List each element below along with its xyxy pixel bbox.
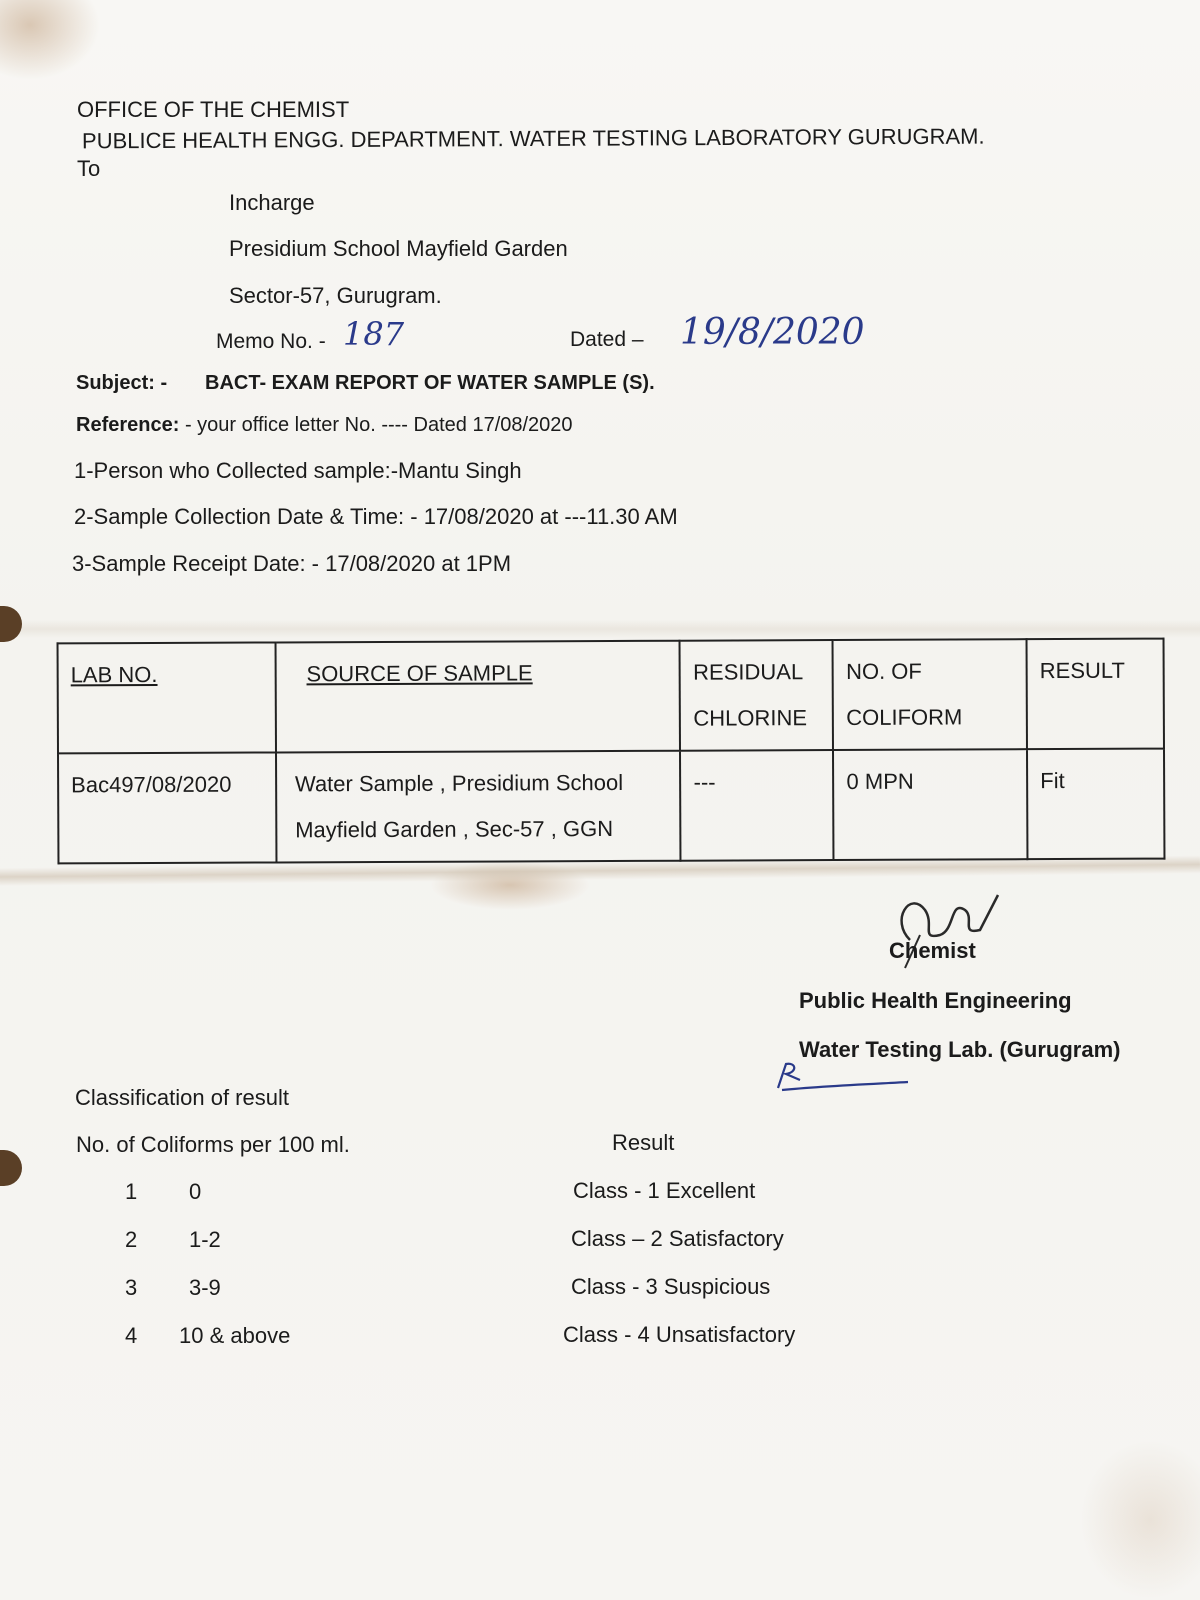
reference-label: Reference: bbox=[76, 414, 180, 436]
header-source bbox=[275, 641, 680, 753]
class-row-1-range: 0 bbox=[189, 1179, 202, 1204]
to-label: To bbox=[77, 156, 101, 181]
office-title: OFFICE OF THE CHEMIST bbox=[77, 97, 350, 122]
subject-text: BACT- EXAM REPORT OF WATER SAMPLE (S). bbox=[205, 372, 655, 394]
table-row bbox=[58, 749, 1164, 864]
class-row-3-range: 3-9 bbox=[189, 1275, 221, 1300]
paper-fold-line-2 bbox=[0, 620, 1200, 638]
initial-mark bbox=[772, 1058, 912, 1094]
memo-label: Memo No. - bbox=[216, 330, 326, 353]
header-lab-no-label: LAB NO. bbox=[70, 661, 158, 688]
header-residual-chlorine bbox=[680, 640, 833, 751]
class-row-1-num: 1 bbox=[125, 1179, 138, 1204]
header-lab-no bbox=[58, 642, 276, 753]
class-row-1-result: Class - 1 Excellent bbox=[573, 1178, 756, 1203]
cell-source bbox=[276, 751, 681, 863]
class-row-2-num: 2 bbox=[125, 1227, 138, 1252]
class-row-4-num: 4 bbox=[125, 1323, 138, 1348]
detail-receipt: 3-Sample Receipt Date: - 17/08/2020 at 1PM bbox=[72, 551, 512, 576]
header-coliform bbox=[833, 639, 1027, 750]
stain-top-left bbox=[0, 0, 100, 80]
header-residual-line-1: RESIDUAL bbox=[693, 659, 804, 685]
class-row-4-result: Class - 4 Unsatisfactory bbox=[563, 1322, 796, 1347]
addressee-line-3: Sector-57, Gurugram. bbox=[229, 283, 442, 308]
cell-lab-no: Bac497/08/2020 bbox=[58, 752, 276, 863]
class-row-2-result: Class – 2 Satisfactory bbox=[571, 1226, 784, 1251]
addressee-line-1: Incharge bbox=[229, 190, 315, 215]
classification-title: Classification of result bbox=[75, 1085, 289, 1110]
signature-title: Chemist bbox=[889, 938, 976, 963]
cell-coliform: 0 MPN bbox=[833, 749, 1027, 860]
report-table bbox=[57, 638, 1166, 865]
header-coliform-line-2: COLIFORM bbox=[846, 704, 963, 730]
reference-line bbox=[76, 414, 573, 437]
table-header-row bbox=[58, 639, 1164, 754]
dated-label: Dated – bbox=[570, 328, 644, 351]
detail-collection: 2-Sample Collection Date & Time: - 17/08/2020 at ---11.30 AM bbox=[74, 504, 678, 529]
department-title: PUBLICE HEALTH ENGG. DEPARTMENT. WATER TESTING LABORATORY GURUGRAM. bbox=[81, 123, 985, 154]
class-row-3-result: Class - 3 Suspicious bbox=[571, 1274, 771, 1299]
cell-source-line-2: Mayfield Garden , Sec-57 , GGN bbox=[295, 815, 614, 843]
header-source-label: SOURCE OF SAMPLE bbox=[306, 660, 533, 687]
dated-value-handwritten: 19/8/2020 bbox=[680, 312, 865, 353]
header-result bbox=[1027, 639, 1164, 750]
reference-text: - your office letter No. ---- Dated 17/08/2020 bbox=[179, 414, 573, 436]
header-coliform-line-1: NO. OF bbox=[845, 658, 922, 684]
cell-residual: --- bbox=[680, 750, 833, 861]
signature-line-1: Public Health Engineering bbox=[799, 988, 1072, 1013]
detail-person: 1-Person who Collected sample:-Mantu Singh bbox=[74, 458, 522, 483]
header-result-label: RESULT bbox=[1039, 657, 1125, 684]
class-row-2-range: 1-2 bbox=[189, 1227, 221, 1252]
cell-source-line-1: Water Sample , Presidium School bbox=[294, 769, 624, 797]
class-row-3-num: 3 bbox=[125, 1275, 138, 1300]
header-residual-line-2: CHLORINE bbox=[693, 705, 808, 731]
subject-label: Subject: - bbox=[76, 372, 168, 394]
addressee-line-2: Presidium School Mayfield Garden bbox=[229, 236, 568, 261]
class-row-4-range: 10 & above bbox=[179, 1323, 291, 1348]
stain-bottom-right bbox=[1080, 1440, 1200, 1600]
signature-line-2: Water Testing Lab. (Gurugram) bbox=[799, 1037, 1121, 1062]
memo-number-handwritten: 187 bbox=[343, 315, 405, 353]
cell-result: Fit bbox=[1027, 749, 1164, 860]
classification-col-right: Result bbox=[612, 1130, 675, 1155]
classification-col-left: No. of Coliforms per 100 ml. bbox=[76, 1132, 350, 1157]
